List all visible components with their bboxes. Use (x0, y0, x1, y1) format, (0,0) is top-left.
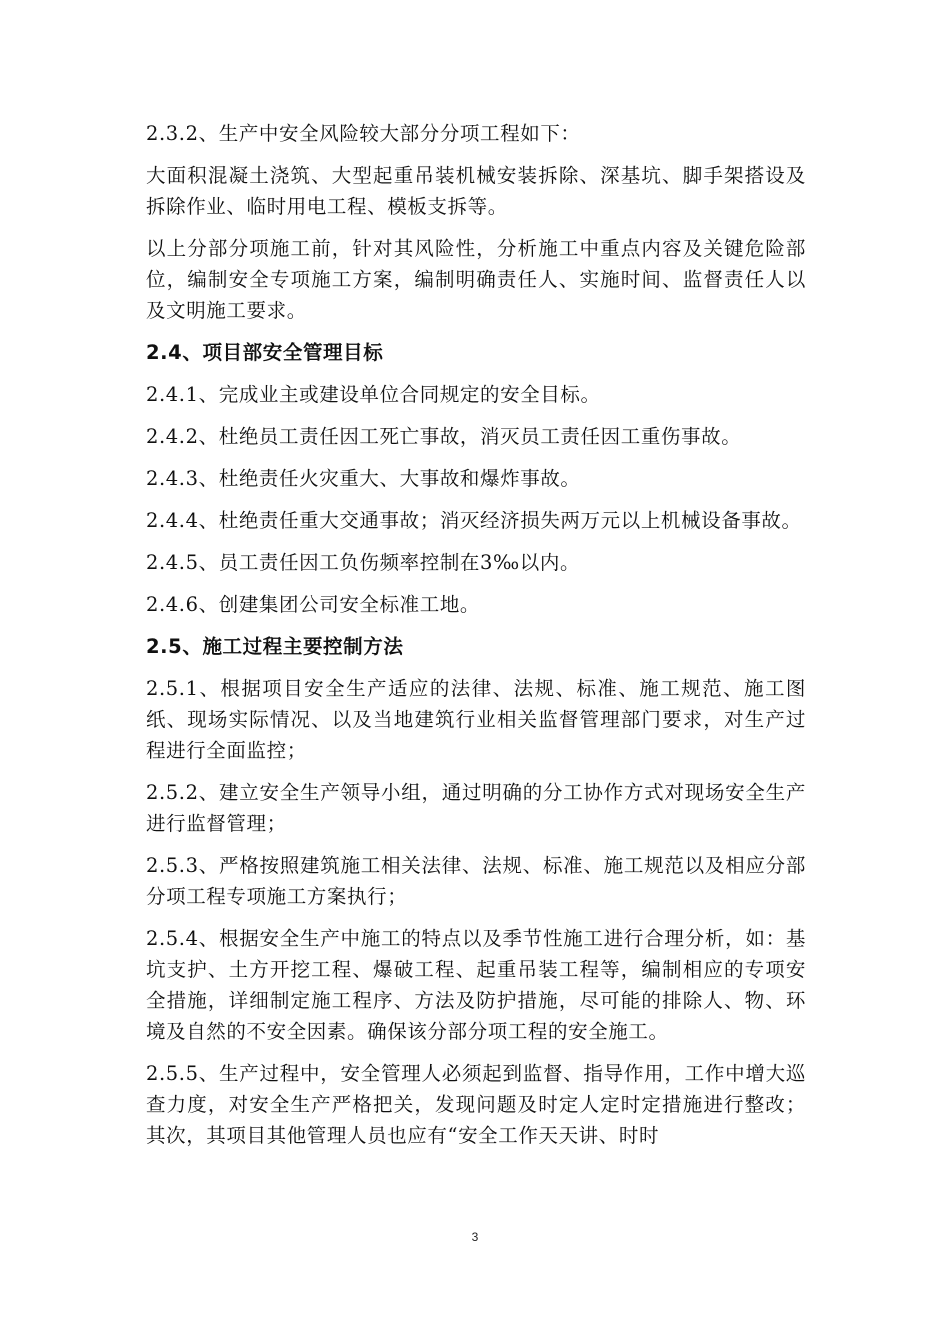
paragraph-2-5-3: 2.5.3、严格按照建筑施工相关法律、法规、标准、施工规范以及相应分部分项工程专项施工方案执行； (146, 854, 806, 908)
paragraph-2-5-1: 2.5.1、根据项目安全生产适应的法律、法规、标准、施工规范、施工图纸、现场实际情况、以及当地建筑行业相关监督管理部门要求，对生产过程进行全面监控； (146, 677, 806, 762)
heading-2-5: 2.5、施工过程主要控制方法 (146, 635, 404, 658)
paragraph-2-4-4: 2.4.4、杜绝责任重大交通事故；消灭经济损失两万元以上机械设备事故。 (146, 509, 802, 532)
paragraph-2-5-2: 2.5.2、建立安全生产领导小组，通过明确的分工协作方式对现场安全生产进行监督管理； (146, 781, 806, 835)
paragraph-2-4-3: 2.4.3、杜绝责任火灾重大、大事故和爆炸事故。 (146, 467, 581, 490)
paragraph-2-4-6: 2.4.6、创建集团公司安全标准工地。 (146, 593, 481, 616)
paragraph-2-3-2: 2.3.2、生产中安全风险较大部分分项工程如下： (146, 122, 581, 145)
paragraph-2-4-5: 2.4.5、员工责任因工负伤频率控制在3‰以内。 (146, 551, 581, 574)
paragraph-2-5-4: 2.5.4、根据安全生产中施工的特点以及季节性施工进行合理分析，如：基坑支护、土方开挖工程、爆破工程、起重吊装工程等，编制相应的专项安全措施，详细制定施工程序、方法及防护措施，尽可能的排除人、物、环境及自然的不安全因素。确保该分部分项工程的安全施工。 (146, 927, 806, 1043)
paragraph-2-4-1: 2.4.1、完成业主或建设单位合同规定的安全目标。 (146, 383, 601, 406)
paragraph-risk-list: 大面积混凝土浇筑、大型起重吊装机械安装拆除、深基坑、脚手架搭设及拆除作业、临时用电工程、模板支拆等。 (146, 164, 806, 218)
paragraph-2-5-5: 2.5.5、生产过程中，安全管理人必须起到监督、指导作用，工作中增大巡查力度，对安全生产严格把关，发现问题及时定人定时定措施进行整改；其次，其项目其他管理人员也应有“安全工作天天讲、时时 (146, 1062, 806, 1147)
heading-2-4: 2.4、项目部安全管理目标 (146, 341, 384, 364)
paragraph-2-4-2: 2.4.2、杜绝员工责任因工死亡事故，消灭员工责任因工重伤事故。 (146, 425, 742, 448)
page-content (146, 118, 806, 1162)
paragraph-risk-plan: 以上分部分项施工前，针对其风险性，分析施工中重点内容及关键危险部位，编制安全专项施工方案，编制明确责任人、实施时间、监督责任人以及文明施工要求。 (146, 237, 806, 322)
page-number: 3 (471, 1230, 479, 1244)
